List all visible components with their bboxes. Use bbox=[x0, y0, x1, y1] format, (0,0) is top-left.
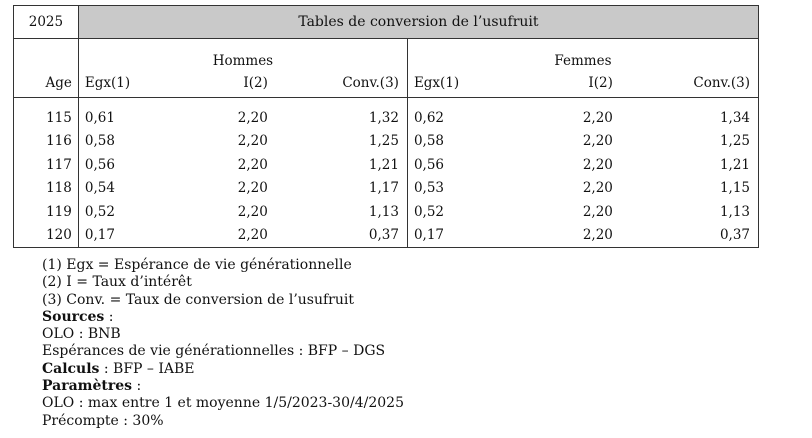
source-olo: OLO : BNB bbox=[42, 326, 121, 343]
women-egx-cell: 0,52 bbox=[407, 200, 517, 224]
param-olo: OLO : max entre 1 et moyenne 1/5/2023-30/4/2025 bbox=[42, 395, 404, 412]
age-cell: 117 bbox=[14, 153, 79, 177]
col-header-women-conv: Conv.(3) bbox=[613, 69, 759, 98]
men-i-cell: 2,20 bbox=[237, 203, 268, 220]
men-egx-cell: 0,52 bbox=[84, 203, 115, 220]
footnotes bbox=[42, 257, 404, 430]
women-i-cell: 2,20 bbox=[517, 224, 613, 248]
footnote-conversion: (3) Conv. = Taux de conversion de l’usufruit bbox=[42, 291, 354, 308]
men-egx-cell: 0,54 bbox=[84, 180, 115, 197]
women-conv-cell: 1,13 bbox=[613, 200, 759, 224]
age-cell: 115 bbox=[14, 106, 79, 130]
col-header-age: Age bbox=[14, 69, 79, 98]
men-conv-cell: 1,13 bbox=[368, 203, 399, 220]
age-cell: 119 bbox=[14, 200, 79, 224]
women-i-cell: 2,20 bbox=[582, 203, 613, 220]
col-header-men-conv: Conv.(3) bbox=[268, 69, 408, 98]
conversion-table bbox=[13, 5, 759, 248]
col-header-men-i: I(2) bbox=[188, 69, 268, 98]
age-cell: 116 bbox=[14, 130, 79, 154]
women-i-cell: 2,20 bbox=[582, 156, 613, 173]
sources-label: Sources bbox=[42, 308, 105, 325]
param-precompte: Précompte : 30% bbox=[42, 412, 164, 429]
men-conv-cell: 1,17 bbox=[368, 180, 399, 197]
col-header-women-egx: Egx(1) bbox=[407, 69, 517, 98]
table-title: Tables de conversion de l’usufruit bbox=[78, 6, 758, 39]
men-egx-cell: 0,58 bbox=[84, 133, 115, 150]
women-egx-cell: 0,17 bbox=[407, 224, 517, 248]
men-conv-cell: 1,32 bbox=[368, 109, 399, 126]
parameters-heading: Paramètres : bbox=[42, 378, 142, 395]
women-egx-cell: 0,53 bbox=[407, 177, 517, 201]
women-conv-cell: 0,37 bbox=[613, 224, 759, 248]
men-egx-cell: 0,61 bbox=[84, 109, 115, 126]
age-cell: 118 bbox=[14, 177, 79, 201]
women-egx-cell: 0,58 bbox=[407, 130, 517, 154]
women-conv-cell: 1,21 bbox=[613, 153, 759, 177]
footnote-interest: (2) I = Taux d’intérêt bbox=[42, 274, 192, 291]
table-row bbox=[14, 153, 759, 177]
men-i-cell: 2,20 bbox=[237, 156, 268, 173]
men-i-cell: 2,20 bbox=[188, 224, 268, 248]
age-cell: 120 bbox=[14, 224, 79, 248]
women-egx-cell: 0,56 bbox=[407, 153, 517, 177]
men-egx-cell: 0,17 bbox=[78, 224, 188, 248]
men-egx-cell: 0,56 bbox=[84, 156, 115, 173]
table-row bbox=[14, 106, 759, 130]
group-header-women: Femmes bbox=[407, 39, 758, 70]
sources-heading: Sources : bbox=[42, 308, 114, 325]
men-i-cell: 2,20 bbox=[237, 133, 268, 150]
year-cell: 2025 bbox=[14, 6, 79, 39]
men-i-cell: 2,20 bbox=[237, 180, 268, 197]
source-life-expectancy: Espérances de vie générationnelles : BFP – DGS bbox=[42, 343, 386, 360]
men-i-cell: 2,20 bbox=[237, 109, 268, 126]
women-i-cell: 2,20 bbox=[582, 133, 613, 150]
col-header-women-i: I(2) bbox=[517, 69, 613, 98]
men-conv-cell: 1,25 bbox=[368, 133, 399, 150]
footnote-egx: (1) Egx = Espérance de vie générationnelle bbox=[42, 257, 352, 273]
calculations-line: Calculs : BFP – IABE bbox=[42, 360, 195, 377]
women-i-cell: 2,20 bbox=[582, 180, 613, 197]
parameters-label: Paramètres bbox=[42, 378, 133, 395]
women-conv-cell: 1,34 bbox=[613, 106, 759, 130]
group-header-men: Hommes bbox=[212, 53, 274, 69]
table-row bbox=[14, 130, 759, 154]
women-egx-cell: 0,62 bbox=[407, 106, 517, 130]
calculations-label: Calculs bbox=[42, 360, 100, 377]
men-conv-cell: 0,37 bbox=[268, 224, 408, 248]
col-header-men-egx: Egx(1) bbox=[78, 69, 188, 98]
table-row bbox=[14, 224, 759, 248]
women-conv-cell: 1,25 bbox=[613, 130, 759, 154]
women-conv-cell: 1,15 bbox=[613, 177, 759, 201]
table-row bbox=[14, 200, 759, 224]
women-i-cell: 2,20 bbox=[582, 109, 613, 126]
men-conv-cell: 1,21 bbox=[368, 156, 399, 173]
table-row bbox=[14, 177, 759, 201]
